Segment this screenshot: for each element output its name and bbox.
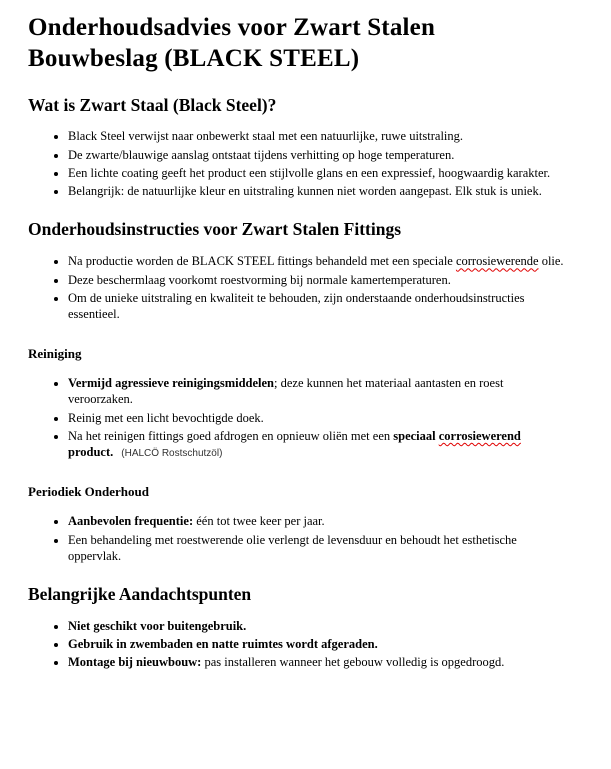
subsection-heading-periodiek-onderhoud: Periodiek Onderhoud bbox=[28, 484, 149, 500]
list-item bbox=[68, 272, 568, 288]
bold-run: Niet geschikt voor buitengebruik. bbox=[68, 618, 247, 633]
section-heading-aandachtspunten: Belangrijke Aandachtspunten bbox=[28, 584, 252, 605]
list-item bbox=[68, 636, 568, 652]
misspelled-word: corrosiewerend bbox=[438, 428, 521, 443]
bold-run: Gebruik in zwembaden en natte ruimtes wordt afgeraden. bbox=[68, 637, 378, 652]
list-item bbox=[68, 128, 568, 144]
list-item bbox=[68, 532, 568, 565]
text-run: Een behandeling met roestwerende olie verlengt de levensduur en behoudt het esthetische oppervlak. bbox=[68, 532, 517, 563]
text-run: Na productie worden de BLACK STEEL fittings behandeld met een speciale bbox=[68, 254, 456, 269]
text-run: De zwarte/blauwige aanslag ontstaat tijdens verhitting op hoge temperaturen. bbox=[68, 147, 455, 162]
bold-run: Aanbevolen frequentie: bbox=[68, 514, 194, 529]
bold-run: product. bbox=[68, 445, 114, 460]
list-item bbox=[68, 253, 568, 269]
bold-run: Vermijd agressieve reinigingsmiddelen bbox=[68, 376, 275, 391]
document-title: Onderhoudsadvies voor Zwart Stalen Bouwbeslag (BLACK STEEL) bbox=[28, 14, 436, 73]
list-item bbox=[68, 654, 568, 670]
section-heading-onderhoudsinstructies: Onderhoudsinstructies voor Zwart Stalen Fittings bbox=[28, 219, 402, 240]
list-item bbox=[68, 375, 568, 408]
subsection-heading-reiniging: Reiniging bbox=[28, 346, 82, 362]
text-run: ; deze kunnen het materiaal aantasten en roest veroorzaken. bbox=[68, 376, 504, 407]
bullet-list-wat-is bbox=[28, 128, 575, 199]
list-item bbox=[68, 147, 568, 163]
bullet-list-onderhoudsinstructies bbox=[28, 253, 575, 322]
text-run: Na het reinigen fittings goed afdrogen en opnieuw oliën met een bbox=[68, 428, 394, 443]
list-item bbox=[68, 290, 568, 323]
text-run: pas installeren wanneer het gebouw volledig is opgedroogd. bbox=[201, 655, 505, 670]
text-run: Reinig met een licht bevochtigde doek. bbox=[68, 410, 264, 425]
text-run: Een lichte coating geeft het product een stijlvolle glans en een expressief, hoogwaardig karakter. bbox=[68, 165, 551, 180]
list-item bbox=[68, 618, 568, 634]
product-note: (HALCÖ Rostschutzöl) bbox=[121, 448, 223, 460]
text-run: Black Steel verwijst naar onbewerkt staal met een natuurlijke, ruwe uitstraling. bbox=[68, 129, 464, 144]
text-run: olie. bbox=[538, 254, 564, 269]
section-heading-wat-is-zwart-staal: Wat is Zwart Staal (Black Steel)? bbox=[28, 94, 277, 115]
bold-run: speciaal bbox=[393, 428, 439, 443]
list-item bbox=[68, 410, 568, 426]
list-item bbox=[68, 165, 568, 181]
bullet-list-periodiek-onderhoud bbox=[28, 513, 575, 564]
text-run: Belangrijk: de natuurlijke kleur en uitstraling kunnen niet worden aangepast. Elk stuk is uniek. bbox=[68, 184, 542, 199]
list-item bbox=[68, 428, 568, 461]
bullet-list-reiniging bbox=[28, 375, 575, 460]
bullet-list-aandachtspunten bbox=[28, 618, 575, 671]
text-run: één tot twee keer per jaar. bbox=[193, 514, 325, 529]
text-run: Om de unieke uitstraling en kwaliteit te behouden, zijn onderstaande onderhoudsinstructies essentieel. bbox=[68, 290, 525, 321]
text-run: Deze beschermlaag voorkomt roestvorming bij normale kamertemperaturen. bbox=[68, 272, 451, 287]
list-item bbox=[68, 183, 568, 199]
list-item bbox=[68, 513, 568, 529]
bold-run: Montage bij nieuwbouw: bbox=[68, 655, 202, 670]
misspelled-word: corrosiewerende bbox=[455, 254, 539, 269]
